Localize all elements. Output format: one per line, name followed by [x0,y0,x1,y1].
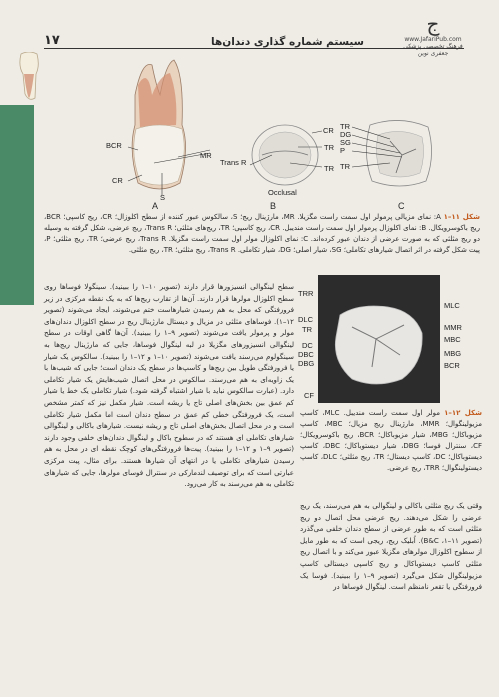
caption-1-text: A: نمای مزیالی پرمولر اول سمت راست مگزیلا. MR، مارژینال ریج؛ S، سالکوس عبور کننده از سطح اکلوزال؛ CR، ریج کاسپی؛ BCR، ریج باکوسرویکال. B: نمای اکلوزال پرمولر اول سمت راست مندیبل. CR، ریج کاسپی؛ TR، ریج‌های مثلثی؛ Trans R، ریج عرضی، شکل گرفته به وسیله دو ریج مثلثی که به صورت عرضی از دندان عبور کرده‌اند. C: نمای اکلوزال مولر اول سمت راست مگزیلا. Trans R، ریج عرضی؛ TR، ریج مثلثی؛ P، پیت شکل گرفته در اثر اتصال شیارهای تکاملی؛ SG، شیار اصلی؛ DG، شیار تکاملی. Trans R، ریج مثلثی؛ TR، ریج مثلثی. [44,213,480,254]
label-c-dg: DG [340,130,352,139]
tooth-thumbnail-icon [17,52,41,102]
label-cr-b: CR [323,126,334,135]
label-tr-b: TR [324,143,334,152]
page-title: سیستم شماره گذاری دندان‌ها [211,36,364,48]
label-s: S [160,193,166,202]
figure-1-drawing [90,55,470,205]
figure-1 [90,55,470,211]
logo-mark: ج [426,12,440,36]
label-cr: CR [112,176,123,185]
fig2-label-mlc: MLC [444,301,460,310]
figure-letter-c: C [398,201,405,211]
label-mr: MR [200,151,212,160]
fig2-label-tr: TR [302,325,312,334]
label-trans-r: Trans R [220,158,247,167]
fig2-label-mmr: MMR [444,323,462,332]
figure-letter-a: A [152,201,159,211]
fig2-label-mbg: MBG [444,349,462,358]
label-c-p: P [340,146,346,155]
caption-1-heading: شکل ۱۱–۱ [443,213,481,221]
fig2-label-dc: DC [302,341,313,350]
logo-publisher: فرهنگ تخصصی پزشکی جعفری نوین [403,43,463,57]
fig2-label-mbc: MBC [444,335,461,344]
figure-letter-b: B [270,201,277,211]
chapter-color-tab [0,105,34,305]
page-header [44,28,464,49]
figure-1-caption [44,212,480,256]
fig2-label-dbc: DBC [298,350,314,359]
label-bcr: BCR [106,141,122,150]
body-column-lower: وقتی یک ریج مثلثی باکالی و لینگوالی به هم می‌رسند، یک ریج عرضی را شکل می‌دهند. ریج عرضی محل اتصال دو ریج مثلثی است که به طور عرضی از سطح دندان خلفی می‌گذرد (تصویر ۱۱–۱، B&C). اُبلیک ریج، ریجی است که به طور مایل از سطوح اکلوزال مولرهای مگزیلا عبور می‌کند و با اتصال ریج مثلثی کاسپ دیستوباکال و ریج کاسپی دیستالی کاسپ مزیولینگوال شکل می‌گیرد (تصویر ۹–۱ را ببینید). فوسا یک فرورفتگی یا تقعر نامنظم است. لینگوال فوساها در [300,501,482,592]
label-c-tr2: TR [340,162,350,171]
fig2-label-bcr: BCR [444,361,460,370]
figure-2-caption [300,408,482,474]
fig2-label-dlc: DLC [298,315,314,324]
page-number: ۱۷ [44,33,60,48]
fig2-label-dbg: DBG [298,359,315,368]
fig2-label-trr: TRR [298,289,314,298]
caption-2-heading: شکل ۱۲–۱ [444,409,483,417]
body-column-right: سطح لینگوالی انسیزورها قرار دارند (تصویر ۱۰–۱ را ببینید). سینگولا فوساها روی سطح اکلوزال مولرها قرار دارند. آن‌ها از تقارب ریج‌ها که به یک نقطه مرکزی در زیر فرورفتگی که محل به هم رسیدن شیارهاست ختم می‌شوند، ایجاد می‌شوند (تصویر ۱۲–۱). فوساهای مثلثی در مزیال و دیستال مارژینال ریج در سطح اکلوزال دندان‌های مولر و پرمولر یافت می‌شوند (تصویر ۹–۱ را ببینید). آن‌ها گاهی اوقات در سطح لینگوالی انسیزورهای مگزیلا در لبه لینگوال فوساها، جایی که مارژینال ریج‌ها به سینگولوم می‌رسند یافت می‌شوند (تصویر ۱۰–۱ و ۱۲–۱ را ببینید). سالکوس یک شیار یا فرورفتگی طویل بین ریج‌ها و کاسپ‌ها در سطح یک دندان است؛ جایی که شیب‌ها با یک زاویه‌ای به هم می‌رسند. سالکوس در محل اتصال شیب‌هایش یک شیار تکاملی دارد. (عبارت سالکوس نباید با شیار اشتباه گرفته شود.) شیار تکاملی یک خط یا شیار کم عمق بین بخش‌های اصلی تاج یا ریشه است. شیار مکمل نیز که کمتر مشخص است، یک فرورفتگی خطی کم عمق در سطح دندان است اما مکمل شیار تکاملی است و در محل اتصال بخش‌های اصلی تاج و ریشه نیست. شیارهای باکالی و لینگوالی شیارهای تکاملی ای هستند که در سطوح باکال و لینگوال دندان‌های خلفی وجود دارند (تصویر ۹–۱ و ۱۲–۱ را ببینید). پیت‌ها فرورفتگی‌های کوچک نقطه ای در محل به هم رسیدن شیارهای تکاملی یا در انتهای آن شیارها هستند. برای مثال، پیت مرکزی عبارتی است که برای توصیف لندمارکی در سنترال فوسای مولرها، جایی که شیارهای تکاملی به هم می‌رسند به کار می‌رود. [44,282,295,489]
fig2-label-cf: CF [304,391,314,400]
label-occlusal: Occlusal [268,188,297,197]
label-tr-b2: TR [324,164,334,173]
label-c-sg: SG [340,138,351,147]
figure-2-drawing [318,275,440,403]
label-c-tr: TR [340,122,350,131]
caption-2-text: مولر اول سمت راست مندیبل. MLC، کاسپ مزیولینگوال؛ MMR، مارژینال ریج مزیال؛ MBC، کاسپ مزیوباکال؛ MBG، شیار مزیوباکال؛ BCR، ریج باکوسرویکال؛ CF، سنترال فوسا؛ DBG، شیار دیستوباکال؛ DBC، کاسپ دیستوباکال؛ DC، کاسپ دیستال؛ TR، ریج مثلثی؛ DLC، کاسپ دیستولینگوال؛ TRR، ریج عرضی. [300,409,482,472]
logo-url: www.JafariPub.com [404,36,462,43]
figure-2-photo [298,275,462,403]
